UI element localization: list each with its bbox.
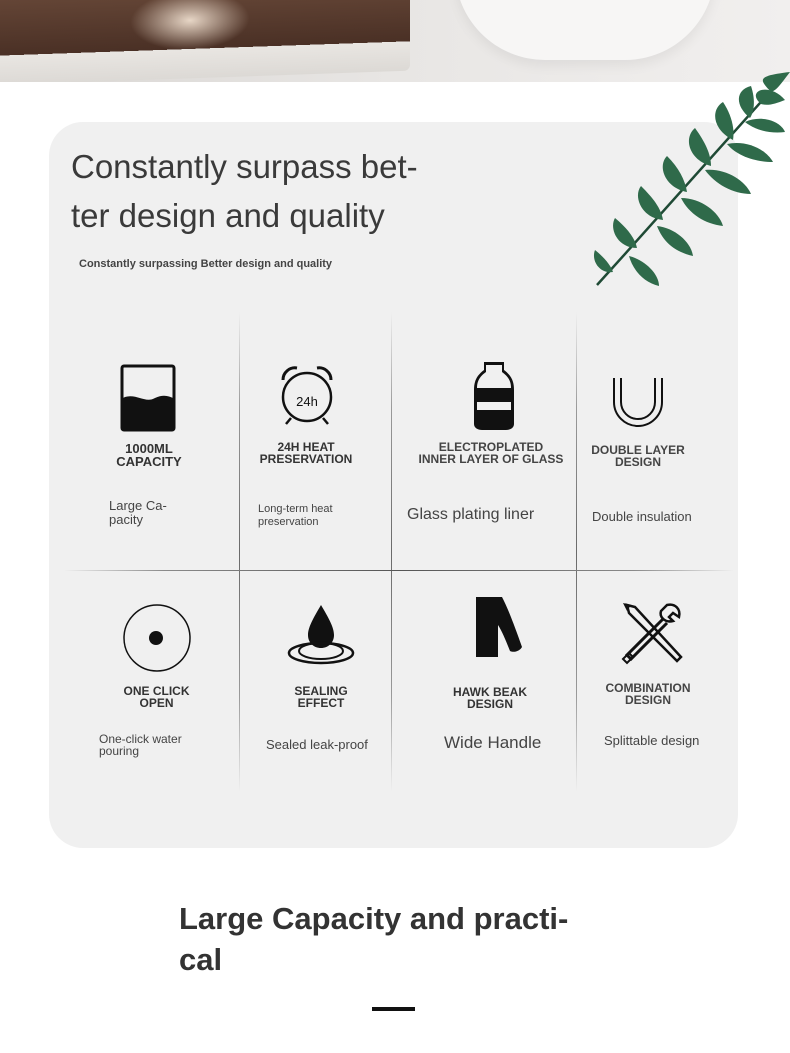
- feature-label: COMBINATION: [605, 681, 691, 695]
- magazine-image: [0, 0, 410, 82]
- feature-label: 24H HEAT: [277, 440, 335, 454]
- feature-heat-preservation: [240, 312, 391, 570]
- feature-label: DOUBLE LAYER: [591, 443, 685, 457]
- feature-label: ELECTROPLATED: [438, 440, 544, 454]
- feature-label: PRESERVATION: [259, 452, 353, 466]
- clock-24h-text: 24h: [296, 394, 318, 409]
- feature-one-click-open: [64, 571, 239, 793]
- feature-double-layer: [577, 312, 735, 570]
- glass-bottle-icon: [472, 360, 516, 432]
- feature-description: preservation: [258, 516, 319, 528]
- feature-description: pacity: [109, 512, 143, 527]
- feature-hawk-beak: [392, 571, 576, 793]
- feature-description: pouring: [99, 744, 140, 758]
- feature-description: One-click water: [99, 732, 182, 746]
- feature-electroplated-glass: [392, 312, 576, 570]
- one-click-button-icon: [122, 603, 192, 673]
- feature-capacity: [64, 312, 239, 570]
- feature-description: Long-term heat: [258, 503, 333, 515]
- feature-description: Wide Handle: [444, 733, 542, 752]
- section-title: Large Capacity and practi- cal: [179, 901, 569, 977]
- title-underline: [372, 1007, 415, 1011]
- leaf-decoration: [585, 70, 790, 300]
- feature-label: DESIGN: [466, 697, 513, 711]
- feature-label: HAWK BEAK: [453, 685, 527, 699]
- feature-label: EFFECT: [297, 696, 345, 710]
- feature-label: SEALING: [294, 684, 348, 698]
- feature-label: CAPACITY: [116, 454, 182, 469]
- feature-label: OPEN: [139, 696, 174, 710]
- tools-icon: [621, 601, 685, 665]
- feature-label: ONE CLICK: [123, 684, 190, 698]
- feature-label: 1000ML: [125, 441, 173, 456]
- page-title: Constantly surpass bet- ter design and quality: [71, 148, 418, 234]
- capacity-cup-icon: [120, 364, 176, 432]
- feature-combination: [577, 571, 735, 793]
- feature-description: Glass plating liner: [407, 506, 535, 523]
- feature-description: Splittable design: [604, 733, 700, 748]
- page-subtitle: Constantly surpassing Better design and quality: [79, 258, 333, 270]
- feature-sealing-effect: [240, 571, 391, 793]
- feature-description: Double insulation: [592, 509, 692, 524]
- cup-image: [455, 0, 715, 60]
- alarm-clock-icon: [277, 364, 337, 426]
- feature-label: DESIGN: [624, 693, 671, 707]
- feature-description: Sealed leak-proof: [266, 737, 368, 752]
- water-drop-icon: [286, 603, 356, 665]
- feature-label: DESIGN: [614, 455, 661, 469]
- double-layer-icon: [612, 376, 664, 428]
- hawk-beak-handle-icon: [472, 595, 524, 657]
- feature-description: Large Ca-: [109, 498, 167, 513]
- feature-label: INNER LAYER OF GLASS: [418, 452, 564, 466]
